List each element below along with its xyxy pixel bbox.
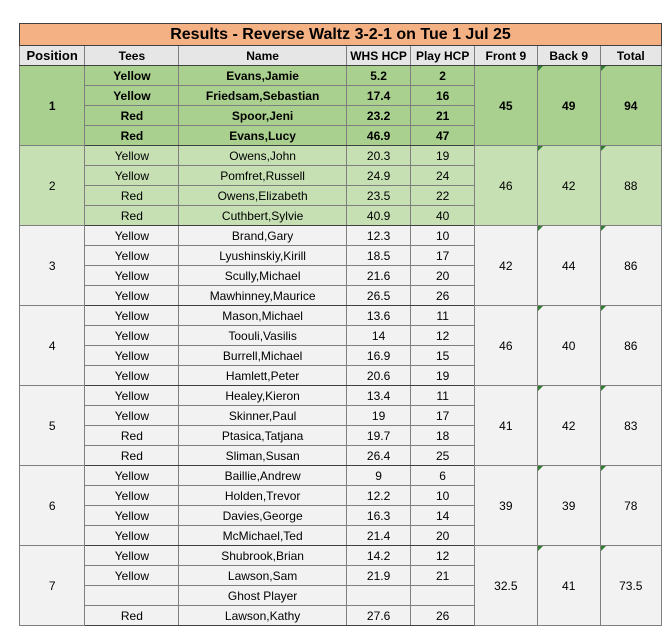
play-hcp-cell[interactable]: 18 — [411, 426, 475, 446]
position-cell[interactable]: 5 — [20, 386, 85, 466]
play-hcp-cell[interactable]: 19 — [411, 366, 475, 386]
front9-cell[interactable]: 46 — [474, 146, 537, 226]
play-hcp-cell[interactable]: 21 — [411, 106, 475, 126]
tees-cell[interactable]: Yellow — [85, 306, 179, 326]
tees-cell[interactable]: Yellow — [85, 506, 179, 526]
whs-hcp-cell[interactable]: 23.5 — [346, 186, 411, 206]
whs-hcp-cell[interactable]: 21.9 — [346, 566, 411, 586]
name-header[interactable]: Name — [179, 46, 346, 66]
play-hcp-cell[interactable]: 6 — [411, 466, 475, 486]
tees-header[interactable]: Tees — [85, 46, 179, 66]
play-hcp-cell[interactable]: 14 — [411, 506, 475, 526]
tees-cell[interactable]: Yellow — [85, 66, 179, 86]
whs-hcp-cell[interactable]: 20.3 — [346, 146, 411, 166]
tees-cell[interactable]: Yellow — [85, 246, 179, 266]
play-hcp-cell[interactable]: 26 — [411, 286, 475, 306]
whs-hcp-cell[interactable]: 23.2 — [346, 106, 411, 126]
tees-cell[interactable]: Yellow — [85, 286, 179, 306]
whs-hcp-cell[interactable]: 16.9 — [346, 346, 411, 366]
play-hcp-cell[interactable] — [411, 586, 475, 606]
whs-hcp-cell[interactable]: 46.9 — [346, 126, 411, 146]
tees-cell[interactable]: Yellow — [85, 146, 179, 166]
tees-cell[interactable]: Yellow — [85, 86, 179, 106]
play-hcp-cell[interactable]: 21 — [411, 566, 475, 586]
name-cell[interactable]: Shubrook,Brian — [179, 546, 346, 566]
front9-cell[interactable]: 41 — [474, 386, 537, 466]
table-row — [20, 66, 662, 86]
results-body — [20, 66, 662, 626]
whs-hcp-cell[interactable]: 18.5 — [346, 246, 411, 266]
whs-hcp-cell[interactable]: 9 — [346, 466, 411, 486]
play-hcp-cell[interactable]: 20 — [411, 266, 475, 286]
position-cell[interactable]: 4 — [20, 306, 85, 386]
play-hcp-cell[interactable]: 47 — [411, 126, 475, 146]
front9-cell[interactable]: 46 — [474, 306, 537, 386]
back9-header[interactable]: Back 9 — [537, 46, 600, 66]
total-header[interactable]: Total — [600, 46, 661, 66]
total-cell[interactable]: 94 — [600, 66, 661, 146]
play-hcp-cell[interactable]: 12 — [411, 546, 475, 566]
tees-cell[interactable]: Yellow — [85, 566, 179, 586]
tees-cell[interactable]: Yellow — [85, 346, 179, 366]
whs-hcp-cell[interactable]: 21.6 — [346, 266, 411, 286]
play-hcp-cell[interactable]: 40 — [411, 206, 475, 226]
results-sheet — [19, 23, 662, 626]
back9-cell[interactable]: 39 — [537, 466, 600, 546]
back9-cell[interactable]: 41 — [537, 546, 600, 626]
table-row — [20, 306, 662, 326]
whs-hcp-cell[interactable]: 21.4 — [346, 526, 411, 546]
whs-hcp-cell[interactable]: 40.9 — [346, 206, 411, 226]
back9-cell[interactable]: 49 — [537, 66, 600, 146]
name-cell[interactable]: Brand,Gary — [179, 226, 346, 246]
tees-cell[interactable]: Yellow — [85, 406, 179, 426]
name-cell[interactable]: Skinner,Paul — [179, 406, 346, 426]
back9-cell[interactable]: 44 — [537, 226, 600, 306]
front9-cell[interactable]: 42 — [474, 226, 537, 306]
name-cell[interactable]: Sliman,Susan — [179, 446, 346, 466]
whs-hcp-cell[interactable]: 13.6 — [346, 306, 411, 326]
name-cell[interactable]: Spoor,Jeni — [179, 106, 346, 126]
tees-cell[interactable]: Red — [85, 126, 179, 146]
whs-hcp-cell[interactable]: 16.3 — [346, 506, 411, 526]
name-cell[interactable]: Holden,Trevor — [179, 486, 346, 506]
column-header-row — [20, 46, 662, 66]
front9-cell[interactable]: 39 — [474, 466, 537, 546]
name-cell[interactable]: Ptasica,Tatjana — [179, 426, 346, 446]
whs-hcp-cell[interactable]: 24.9 — [346, 166, 411, 186]
table-row — [20, 146, 662, 166]
table-row — [20, 386, 662, 406]
play-hcp-cell[interactable]: 20 — [411, 526, 475, 546]
play-hcp-cell[interactable]: 11 — [411, 386, 475, 406]
whs-hcp-cell[interactable] — [346, 586, 411, 606]
whs-hcp-cell[interactable]: 26.4 — [346, 446, 411, 466]
total-cell[interactable]: 86 — [600, 306, 661, 386]
tees-cell[interactable]: Yellow — [85, 526, 179, 546]
play-hcp-cell[interactable]: 2 — [411, 66, 475, 86]
table-row — [20, 466, 662, 486]
name-cell[interactable]: Ghost Player — [179, 586, 346, 606]
whs-hcp-cell[interactable]: 27.6 — [346, 606, 411, 626]
whs-hcp-cell[interactable]: 19 — [346, 406, 411, 426]
play-hcp-cell[interactable]: 17 — [411, 246, 475, 266]
play-hcp-cell[interactable]: 16 — [411, 86, 475, 106]
name-cell[interactable]: Lawson,Kathy — [179, 606, 346, 626]
front9-cell[interactable]: 45 — [474, 66, 537, 146]
position-cell[interactable]: 2 — [20, 146, 85, 226]
whs-hcp-cell[interactable]: 17.4 — [346, 86, 411, 106]
position-cell[interactable]: 1 — [20, 66, 85, 146]
play-hcp-cell[interactable]: 10 — [411, 486, 475, 506]
tees-cell[interactable]: Yellow — [85, 226, 179, 246]
table-row — [20, 226, 662, 246]
name-cell[interactable]: Pomfret,Russell — [179, 166, 346, 186]
results-title[interactable]: Results - Reverse Waltz 3-2-1 on Tue 1 Jul 25 — [20, 24, 662, 46]
whs-hcp-cell[interactable]: 5.2 — [346, 66, 411, 86]
play-hcp-cell[interactable]: 19 — [411, 146, 475, 166]
tees-cell[interactable]: Red — [85, 206, 179, 226]
name-cell[interactable]: Lyushinskiy,Kirill — [179, 246, 346, 266]
name-cell[interactable]: Owens,Elizabeth — [179, 186, 346, 206]
name-cell[interactable]: Friedsam,Sebastian — [179, 86, 346, 106]
play-hcp-cell[interactable]: 15 — [411, 346, 475, 366]
whs-hcp-cell[interactable]: 14.2 — [346, 546, 411, 566]
tees-cell[interactable]: Yellow — [85, 546, 179, 566]
tees-cell[interactable] — [85, 586, 179, 606]
position-header[interactable]: Position — [20, 46, 85, 66]
total-cell[interactable]: 78 — [600, 466, 661, 546]
total-cell[interactable]: 86 — [600, 226, 661, 306]
front9-cell[interactable]: 32.5 — [474, 546, 537, 626]
total-cell[interactable]: 83 — [600, 386, 661, 466]
total-cell[interactable]: 73.5 — [600, 546, 661, 626]
name-cell[interactable]: Davies,George — [179, 506, 346, 526]
name-cell[interactable]: Scully,Michael — [179, 266, 346, 286]
play-hcp-cell[interactable]: 25 — [411, 446, 475, 466]
tees-cell[interactable]: Yellow — [85, 166, 179, 186]
tees-cell[interactable]: Yellow — [85, 366, 179, 386]
position-cell[interactable]: 6 — [20, 466, 85, 546]
results-table — [19, 23, 662, 626]
position-cell[interactable]: 7 — [20, 546, 85, 626]
whs-hcp-cell[interactable]: 19.7 — [346, 426, 411, 446]
play-hcp-cell[interactable]: 17 — [411, 406, 475, 426]
tees-cell[interactable]: Red — [85, 426, 179, 446]
tees-cell[interactable]: Yellow — [85, 326, 179, 346]
whs-hcp-cell[interactable]: 13.4 — [346, 386, 411, 406]
whs-hcp-cell[interactable]: 14 — [346, 326, 411, 346]
position-cell[interactable]: 3 — [20, 226, 85, 306]
name-cell[interactable]: Owens,John — [179, 146, 346, 166]
name-cell[interactable]: Mawhinney,Maurice — [179, 286, 346, 306]
name-cell[interactable]: Lawson,Sam — [179, 566, 346, 586]
back9-cell[interactable]: 42 — [537, 146, 600, 226]
whs-hcp-cell[interactable]: 26.5 — [346, 286, 411, 306]
tees-cell[interactable]: Red — [85, 186, 179, 206]
name-cell[interactable]: Evans,Lucy — [179, 126, 346, 146]
total-cell[interactable]: 88 — [600, 146, 661, 226]
play-hcp-cell[interactable]: 11 — [411, 306, 475, 326]
play-hcp-cell[interactable]: 26 — [411, 606, 475, 626]
name-cell[interactable]: Burrell,Michael — [179, 346, 346, 366]
tees-cell[interactable]: Red — [85, 106, 179, 126]
tees-cell[interactable]: Yellow — [85, 266, 179, 286]
tees-cell[interactable]: Red — [85, 446, 179, 466]
back9-cell[interactable]: 40 — [537, 306, 600, 386]
name-cell[interactable]: Toouli,Vasilis — [179, 326, 346, 346]
table-row — [20, 546, 662, 566]
name-cell[interactable]: McMichael,Ted — [179, 526, 346, 546]
tees-cell[interactable]: Yellow — [85, 486, 179, 506]
tees-cell[interactable]: Yellow — [85, 466, 179, 486]
name-cell[interactable]: Cuthbert,Sylvie — [179, 206, 346, 226]
whs-hcp-header[interactable]: WHS HCP — [346, 46, 411, 66]
name-cell[interactable]: Evans,Jamie — [179, 66, 346, 86]
name-cell[interactable]: Baillie,Andrew — [179, 466, 346, 486]
whs-hcp-cell[interactable]: 20.6 — [346, 366, 411, 386]
name-cell[interactable]: Hamlett,Peter — [179, 366, 346, 386]
front9-header[interactable]: Front 9 — [474, 46, 537, 66]
tees-cell[interactable]: Yellow — [85, 386, 179, 406]
play-hcp-cell[interactable]: 24 — [411, 166, 475, 186]
tees-cell[interactable]: Red — [85, 606, 179, 626]
play-hcp-cell[interactable]: 12 — [411, 326, 475, 346]
whs-hcp-cell[interactable]: 12.3 — [346, 226, 411, 246]
whs-hcp-cell[interactable]: 12.2 — [346, 486, 411, 506]
back9-cell[interactable]: 42 — [537, 386, 600, 466]
play-hcp-cell[interactable]: 22 — [411, 186, 475, 206]
name-cell[interactable]: Mason,Michael — [179, 306, 346, 326]
play-hcp-header[interactable]: Play HCP — [411, 46, 475, 66]
name-cell[interactable]: Healey,Kieron — [179, 386, 346, 406]
play-hcp-cell[interactable]: 10 — [411, 226, 475, 246]
